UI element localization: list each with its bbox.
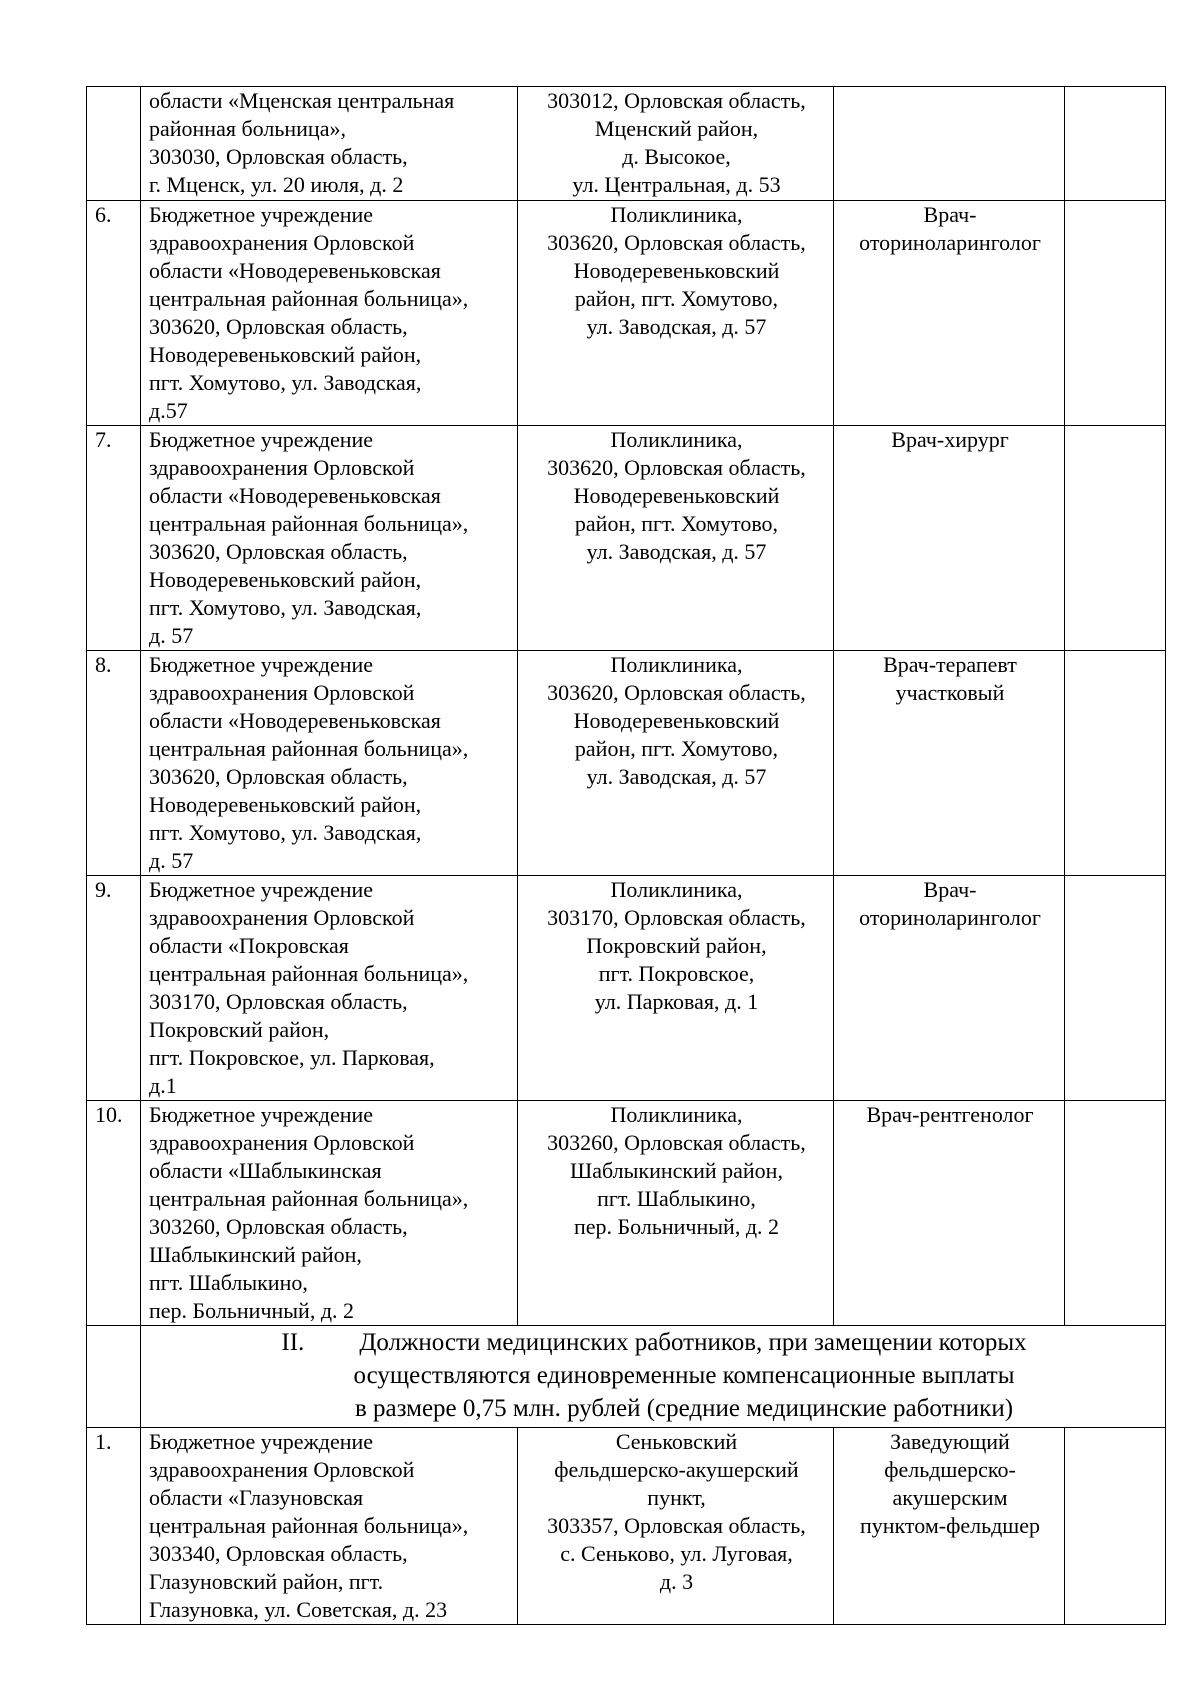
institution-cell	[141, 1101, 518, 1326]
positions-table	[86, 86, 1166, 1625]
empty-cell	[1065, 87, 1166, 201]
institution-cell-line: Бюджетное учреждение	[149, 652, 374, 677]
row-number: 7.	[87, 426, 141, 651]
institution-cell-line: Покровский район,	[149, 1017, 330, 1042]
address-cell	[518, 1428, 834, 1625]
address-cell-line: д. 3	[659, 1569, 694, 1594]
institution-cell-line: Шаблыкинский район,	[149, 1242, 362, 1267]
address-cell-line: фельдшерско-акушерский	[554, 1457, 799, 1482]
empty-cell	[1065, 1428, 1166, 1625]
institution-cell-line: центральная районная больница»,	[149, 1186, 469, 1211]
institution-cell-line: пгт. Хомутово, ул. Заводская,	[149, 370, 422, 395]
section-heading-line-3: в размере 0,75 млн. рублей (средние медицинские работники)	[354, 1395, 1014, 1422]
position-cell-line: участковый	[895, 680, 1005, 705]
position-cell	[834, 1428, 1065, 1625]
institution-cell-line: области «Новодеревеньковская	[149, 483, 441, 508]
address-cell-line: район, пгт. Хомутово,	[574, 511, 779, 536]
address-cell-line: пгт. Шаблыкино,	[597, 1186, 756, 1211]
position-cell	[834, 426, 1065, 651]
table-row	[87, 1101, 1166, 1326]
institution-cell-line: д.57	[149, 398, 188, 423]
address-cell-line: Сеньковский	[615, 1429, 738, 1454]
institution-cell-line: д.1	[149, 1073, 177, 1098]
address-cell-line: ул. Заводская, д. 57	[586, 764, 767, 789]
institution-cell-line: Новодеревеньковский район,	[149, 342, 422, 367]
empty-cell	[1065, 201, 1166, 426]
institution-cell-line: Новодеревеньковский район,	[149, 792, 422, 817]
institution-cell-line: Бюджетное учреждение	[149, 202, 374, 227]
address-cell	[518, 876, 834, 1101]
table-row	[87, 1428, 1166, 1625]
position-cell	[834, 1101, 1065, 1326]
institution-cell-line: здравоохранения Орловской	[149, 1130, 415, 1155]
institution-cell-line: 303620, Орловская область,	[149, 314, 408, 339]
address-cell-line: Поликлиника,	[610, 427, 743, 452]
institution-cell-line: 303260, Орловская область,	[149, 1214, 408, 1239]
empty-cell	[1065, 651, 1166, 876]
institution-cell-line: пгт. Шаблыкино,	[149, 1270, 308, 1295]
address-cell-line: 303620, Орловская область,	[547, 680, 806, 705]
table-row	[87, 651, 1166, 876]
section-header-row	[87, 1326, 1166, 1428]
institution-cell-line: д. 57	[149, 623, 194, 648]
institution-cell-line: области «Мценская центральная	[149, 88, 455, 113]
address-cell-line: район, пгт. Хомутово,	[574, 736, 779, 761]
institution-cell-line: Глазуновка, ул. Советская, д. 23	[149, 1597, 448, 1622]
position-cell-line: Врач-хирург	[891, 427, 1009, 452]
empty-cell	[1065, 426, 1166, 651]
institution-cell-line: здравоохранения Орловской	[149, 230, 415, 255]
address-cell-line: Поликлиника,	[610, 202, 743, 227]
institution-cell-line: области «Покровская	[149, 933, 349, 958]
position-cell-line: оториноларинголог	[859, 230, 1041, 255]
address-cell-line: район, пгт. Хомутово,	[574, 286, 779, 311]
address-cell-line: Новодеревеньковский	[573, 483, 780, 508]
address-cell-line: 303357, Орловская область,	[547, 1513, 806, 1538]
institution-cell-line: здравоохранения Орловской	[149, 680, 415, 705]
institution-cell	[141, 651, 518, 876]
section-roman-numeral: II.	[281, 1329, 305, 1356]
address-cell-line: пункт,	[647, 1485, 706, 1510]
address-cell-line: Поликлиника,	[610, 1102, 743, 1127]
institution-cell-line: центральная районная больница»,	[149, 1513, 469, 1538]
address-cell-line: ул. Заводская, д. 57	[586, 539, 767, 564]
institution-cell-line: области «Новодеревеньковская	[149, 708, 441, 733]
address-cell-line: Покровский район,	[586, 933, 767, 958]
row-number	[87, 87, 141, 201]
institution-cell-line: центральная районная больница»,	[149, 286, 469, 311]
address-cell-line: пгт. Покровское,	[598, 961, 755, 986]
address-cell	[518, 426, 834, 651]
institution-cell	[141, 426, 518, 651]
position-cell	[834, 876, 1065, 1101]
institution-cell-line: области «Новодеревеньковская	[149, 258, 441, 283]
position-cell-line: Заведующий	[890, 1429, 1010, 1454]
address-cell	[518, 651, 834, 876]
institution-cell-line: 303030, Орловская область,	[149, 144, 408, 169]
position-cell-line: Врач-терапевт	[883, 652, 1017, 677]
address-cell-line: д. Высокое,	[622, 144, 731, 169]
address-cell	[518, 1101, 834, 1326]
table-body	[87, 87, 1166, 1625]
institution-cell-line: центральная районная больница»,	[149, 961, 469, 986]
position-cell-line: Врач-	[923, 202, 977, 227]
institution-cell-line: здравоохранения Орловской	[149, 905, 415, 930]
address-cell-line: Мценский район,	[594, 116, 759, 141]
address-cell-line: 303170, Орловская область,	[547, 905, 806, 930]
institution-cell-line: 303620, Орловская область,	[149, 539, 408, 564]
row-number: 9.	[87, 876, 141, 1101]
address-cell	[518, 87, 834, 201]
table-row	[87, 87, 1166, 201]
position-cell-line: акушерским	[892, 1485, 1008, 1510]
row-number: 10.	[87, 1101, 141, 1326]
table-row	[87, 426, 1166, 651]
institution-cell-line: Бюджетное учреждение	[149, 427, 374, 452]
address-cell	[518, 201, 834, 426]
institution-cell-line: Глазуновский район, пгт.	[149, 1569, 384, 1594]
institution-cell	[141, 876, 518, 1101]
institution-cell-line: 303340, Орловская область,	[149, 1541, 408, 1566]
institution-cell-line: области «Глазуновская	[149, 1485, 364, 1510]
section-heading-line-2: осуществляются единовременные компенсационные выплаты	[353, 1362, 1015, 1389]
address-cell-line: ул. Заводская, д. 57	[586, 314, 767, 339]
address-cell-line: 303260, Орловская область,	[547, 1130, 806, 1155]
address-cell-line: Шаблыкинский район,	[570, 1158, 783, 1183]
position-cell	[834, 651, 1065, 876]
institution-cell-line: г. Мценск, ул. 20 июля, д. 2	[149, 172, 404, 197]
address-cell-line: 303620, Орловская область,	[547, 455, 806, 480]
institution-cell-line: центральная районная больница»,	[149, 736, 469, 761]
row-number: 1.	[87, 1428, 141, 1625]
institution-cell-line: Бюджетное учреждение	[149, 1102, 374, 1127]
address-cell-line: 303012, Орловская область,	[547, 88, 806, 113]
institution-cell-line: Бюджетное учреждение	[149, 1429, 374, 1454]
institution-cell-line: пгт. Хомутово, ул. Заводская,	[149, 820, 422, 845]
address-cell-line: 303620, Орловская область,	[547, 230, 806, 255]
institution-cell-line: здравоохранения Орловской	[149, 455, 415, 480]
position-cell-line: фельдшерско-	[884, 1457, 1016, 1482]
address-cell-line: с. Сеньково, ул. Луговая,	[560, 1541, 793, 1566]
empty-cell	[1065, 1101, 1166, 1326]
institution-cell	[141, 1428, 518, 1625]
table-row	[87, 201, 1166, 426]
empty-cell	[1065, 876, 1166, 1101]
address-cell-line: Новодеревеньковский	[573, 258, 780, 283]
address-cell-line: ул. Центральная, д. 53	[572, 172, 781, 197]
position-cell	[834, 201, 1065, 426]
institution-cell-line: Новодеревеньковский район,	[149, 567, 422, 592]
address-cell-line: Поликлиника,	[610, 652, 743, 677]
address-cell-line: Новодеревеньковский	[573, 708, 780, 733]
institution-cell-line: пгт. Хомутово, ул. Заводская,	[149, 595, 422, 620]
row-number: 6.	[87, 201, 141, 426]
institution-cell-line: районная больница»,	[149, 116, 346, 141]
position-cell-line: Врач-рентгенолог	[866, 1102, 1034, 1127]
position-cell-line: оториноларинголог	[859, 905, 1041, 930]
institution-cell-line: пгт. Покровское, ул. Парковая,	[149, 1045, 435, 1070]
table-row	[87, 876, 1166, 1101]
institution-cell-line: 303620, Орловская область,	[149, 764, 408, 789]
institution-cell	[141, 201, 518, 426]
position-cell-line: Врач-	[923, 877, 977, 902]
position-cell	[834, 87, 1065, 201]
address-cell-line: пер. Больничный, д. 2	[573, 1214, 780, 1239]
institution-cell-line: 303170, Орловская область,	[149, 989, 408, 1014]
institution-cell-line: д. 57	[149, 848, 194, 873]
row-number: 8.	[87, 651, 141, 876]
institution-cell-line: центральная районная больница»,	[149, 511, 469, 536]
institution-cell-line: Бюджетное учреждение	[149, 877, 374, 902]
address-cell-line: ул. Парковая, д. 1	[594, 989, 759, 1014]
section-heading	[141, 1326, 1166, 1428]
institution-cell-line: здравоохранения Орловской	[149, 1457, 415, 1482]
section-num-cell	[87, 1326, 141, 1428]
address-cell-line: Поликлиника,	[610, 877, 743, 902]
institution-cell-line: области «Шаблыкинская	[149, 1158, 382, 1183]
section-heading-line-1: II. Должности медицинских работников, при замещении которых	[149, 1326, 1159, 1359]
institution-cell	[141, 87, 518, 201]
position-cell-line: пунктом-фельдшер	[859, 1513, 1041, 1538]
institution-cell-line: пер. Больничный, д. 2	[149, 1298, 355, 1323]
